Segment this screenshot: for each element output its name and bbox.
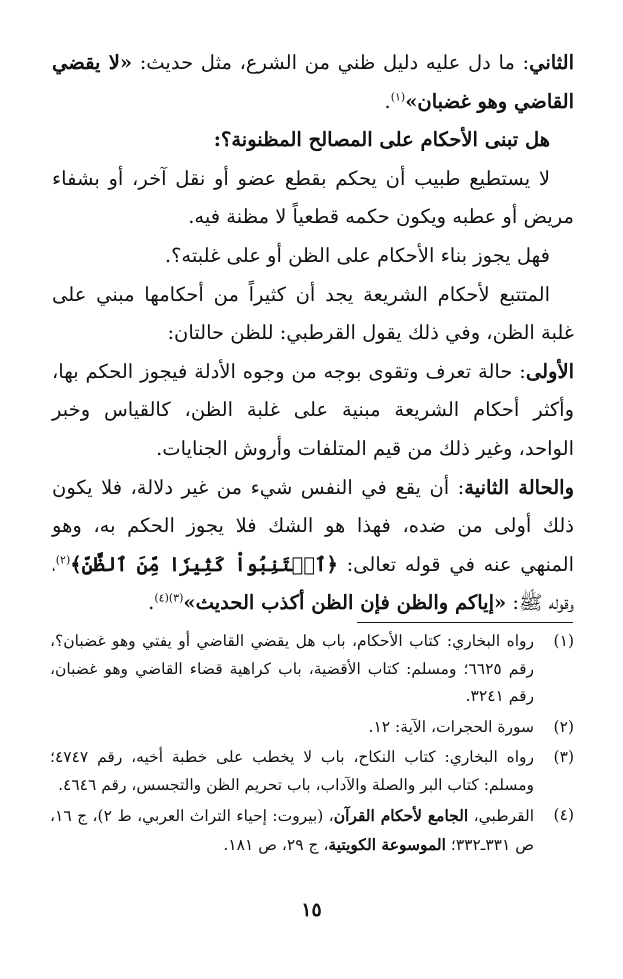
footnote-ref: (٤) [154,591,169,605]
footnote-number: (٤) [553,806,574,824]
footnote-text: القرطبي، الجامع لأحكام القرآن، (بيروت: إحياء التراث العربي، ط ٢)، ج ١٦، ص ٣٣١ـ٣٣٢؛ الموسوعة الكويتية، ج ٢٩، ص ١٨١. [50,806,534,854]
paragraph-doctor: لا يستطيع طبيب أن يحكم بقطع عضو أو نقل آخر، أو بشفاء مريض أو عطبه ويكون حكمه قطعياً لا مظنة فيه. [52,166,574,229]
footnote [50,744,574,799]
book-title: الجامع لأحكام القرآن [333,806,469,825]
section-heading: هل تبنى الأحكام على المصالح المظنونة؟: [213,128,550,152]
footnote [50,714,574,742]
paragraph-label: الأولى [525,359,574,383]
footnote-divider [357,622,573,623]
footnote-text: رواه البخاري: كتاب النكاح، باب لا يخطب على خطبة أخيه، رقم ٤٧٤٧؛ ومسلم: كتاب البر والصلة والآداب، باب تحريم الظن والتجسس، رقم ٤٦٤٦. [50,748,534,794]
footnote-number: (١) [553,632,574,650]
paragraph-question: فهل يجوز بناء الأحكام على الظن أو على غلبته؟. [164,243,550,267]
footnote-text: سورة الحجرات، الآية: ١٢. [368,717,534,736]
main-text [52,44,574,623]
paragraph-first-case: الأولى: حالة تعرف وتقوى بوجه من وجوه الأدلة فيجوز الحكم بها، وأكثر أحكام الشريعة مبنية على غلبة الظن، كالقياس وخبر الواحد، وغير ذلك من قيم المتلفات وأروش الجنايات. [52,359,574,460]
footnote-ref: (٢) [55,553,71,567]
footnotes [50,628,574,862]
footnote-ref: (٣) [168,591,184,605]
footnote [50,628,574,711]
paragraph-label: الثاني [529,51,574,74]
hadith-quote: «إياكم والظن فإن الظن أكذب الحديث» [183,591,507,615]
footnote [50,802,574,859]
book-title: الموسوعة الكويتية [328,834,446,854]
footnote-ref: (١) [390,90,406,104]
footnote-text: رواه البخاري: كتاب الأحكام، باب هل يقضي القاضي أو يفتي وهو غضبان؟، رقم ٦٦٢٥؛ ومسلم: كتاب الأقضية، باب كراهية قضاء القاضي وهو غضبان، رقم ٣٢٤١. [50,632,534,705]
hadith-quote: «لا يقضي القاضي وهو غضبان» [52,51,574,113]
footnote-number: (٢) [553,717,574,736]
footnote-number: (٣) [553,748,574,766]
paragraph-second-type: الثاني: ما دل عليه دليل ظني من الشرع، مثل حديث: «لا يقضي القاضي وهو غضبان»$^{(١)}$. [52,51,574,113]
page-number: ١٥ [301,899,322,921]
paragraph-qurtubi: المتتبع لأحكام الشريعة يجد أن كثيراً من أحكامها مبني على غلبة الظن، وفي ذلك يقول القرطبي: للظن حالتان: [52,282,574,345]
quran-verse: ﴿ٱجۡتَنِبُواْ كَثِيرٗا مِّنَ ٱلظَّنِّ﴾ [70,552,338,576]
paragraph-label: والحالة الثانية [464,475,574,499]
paragraph-second-case: والحالة الثانية: أن يقع في النفس شيء من غير دلالة، فلا يكون ذلك أولى من ضده، فهذا هو الشك فلا يجوز الحكم به، وهو المنهي عنه في قوله تعالى: ﴿ٱجۡتَنِبُواْ كَثِيرٗا مِّنَ ٱلظَّنِّ﴾$^{(٢)}$، وقوله ﷺ: «إياكم والظن فإن الظن أكذب الحديث»$^{(٣)(٤)}$. [52,475,574,615]
